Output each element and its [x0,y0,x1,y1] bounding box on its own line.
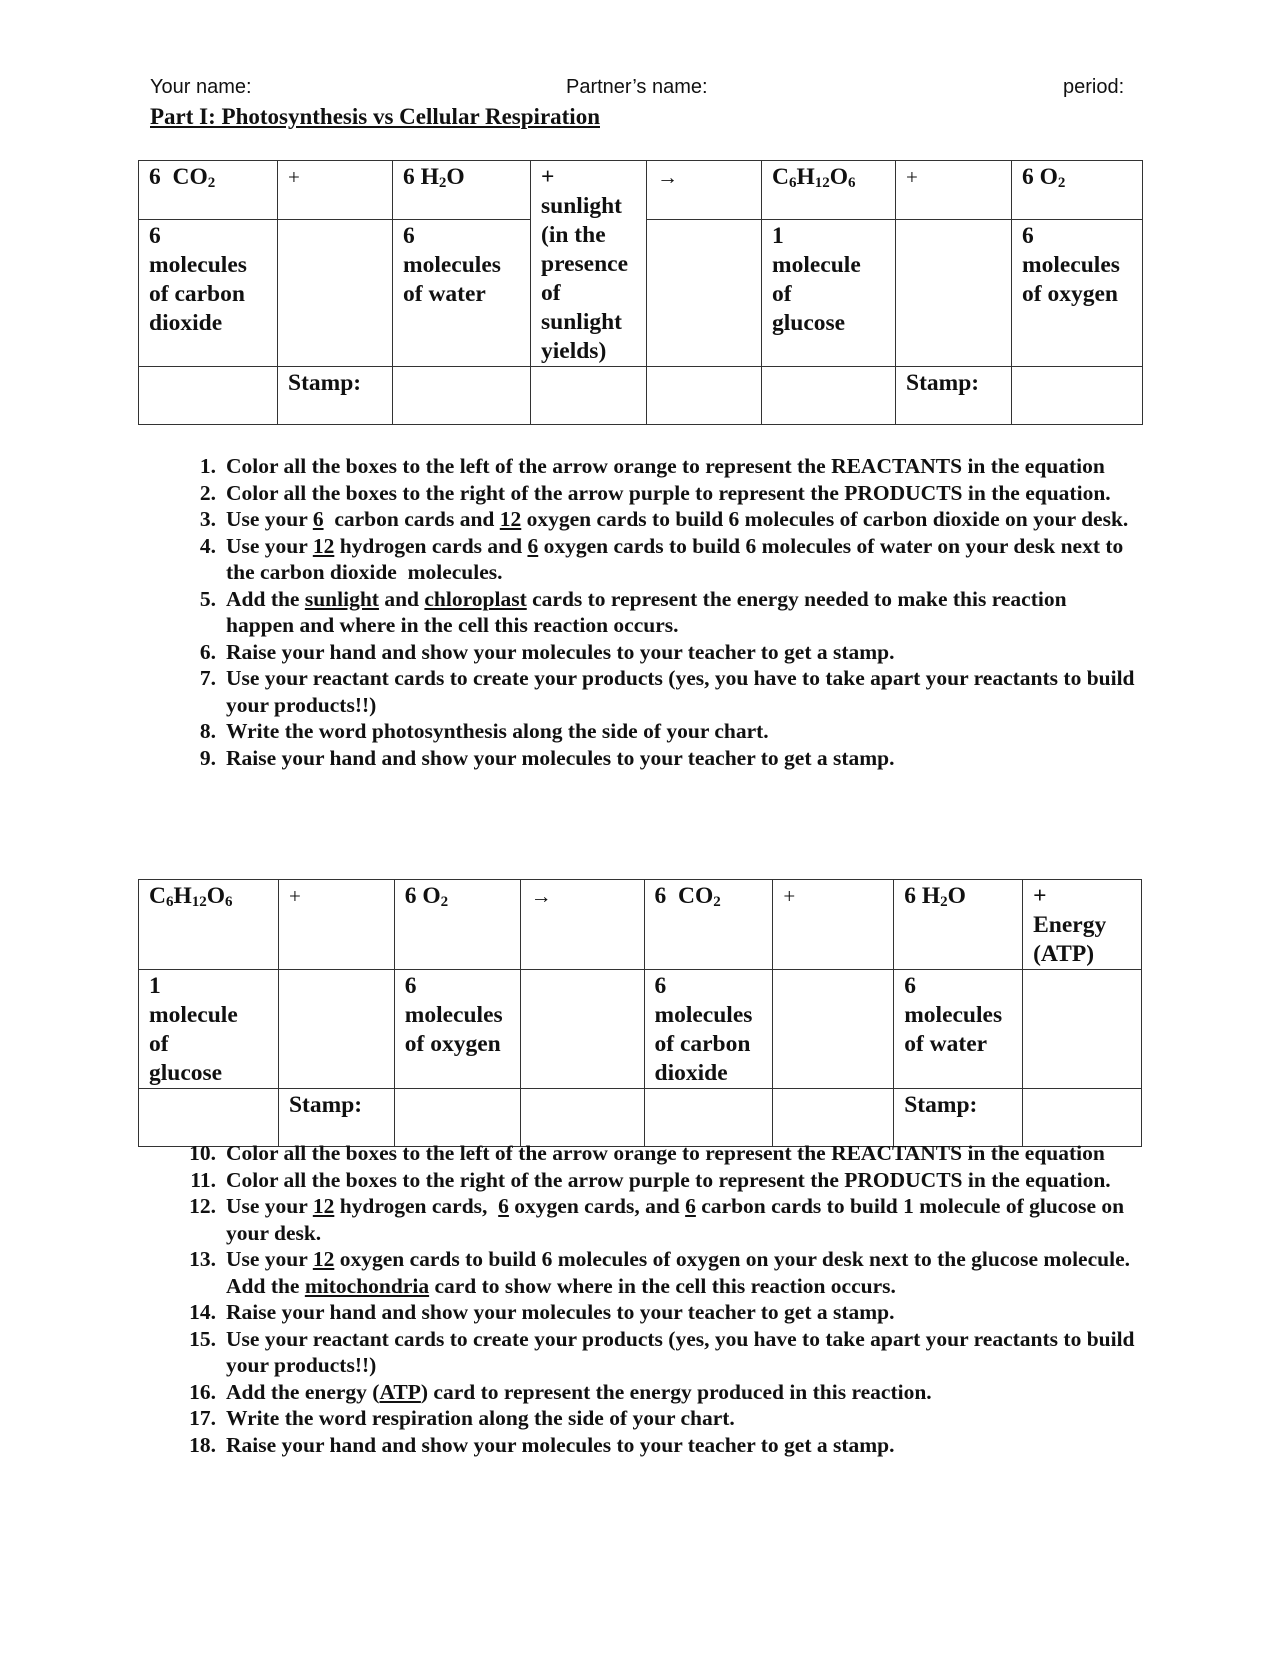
cell-water [393,161,531,220]
instruction-step [150,1432,1140,1459]
instruction-step [150,665,1140,718]
stamp-empty [520,1089,644,1147]
cell-oxygen [1012,161,1143,220]
stamp-empty [531,367,647,425]
cell-carbon-dioxide [644,880,773,970]
instruction-step [150,1405,1140,1432]
stamp-label: Stamp: [278,367,393,425]
subscript: 12 [191,894,207,910]
step-number: 17. [189,1406,216,1430]
instruction-step [150,1326,1140,1379]
cell-energy-atp: + Energy (ATP) [1023,880,1142,970]
desc-empty [278,219,393,366]
step-text: Use your [226,1247,313,1271]
step-text: hydrogen cards and [334,533,528,558]
underlined-text: 6 [527,533,539,558]
step-text: Raise your hand and show your molecules to your teacher to get a stamp. [226,639,895,664]
element-symbol: O [947,883,966,909]
description-row [139,970,1142,1089]
instruction-step [150,1167,1140,1194]
step-number: 3. [199,507,216,531]
step-text: Write the word respiration along the side of your chart. [226,1406,735,1430]
sunlight-desc: (in the presence of sunlight yields) [541,222,629,364]
coefficient: 6 [404,883,423,909]
stamp-empty [1023,1089,1142,1147]
instruction-step [150,718,1140,745]
desc-empty [647,219,762,366]
stamp-empty [762,367,896,425]
underlined-text: 12 [312,1194,335,1218]
step-text: hydrogen cards, [334,1194,499,1218]
underlined-text: 12 [499,507,522,531]
period-label: period: [1063,76,1125,98]
stamp-label: Stamp: [278,1089,394,1147]
desc-oxygen: 6 molecules of oxygen [1012,219,1143,366]
cell-sunlight [531,161,647,367]
step-text: Color all the boxes to the right of the arrow purple to represent the PRODUCTS in the equation. [226,480,1111,505]
step-text: Raise your hand and show your molecules to your teacher to get a stamp. [226,745,895,770]
subscript: 6 [788,175,797,191]
step-text: oxygen cards to build 6 molecules of water on your desk next to the carbon dioxide molecules. [226,533,1129,584]
element-symbol: O [422,883,441,909]
coefficient: 6 [654,883,678,909]
cell-plus: + [896,161,1012,220]
underlined-text: chloroplast [424,586,527,611]
step-number: 13. [189,1247,216,1271]
stamp-empty [773,1089,894,1147]
sunlight-label: + sunlight [541,164,622,219]
step-text: carbon cards and [323,507,500,531]
instruction-step [150,453,1140,480]
element-symbol: O [829,164,849,190]
step-number: 7. [199,666,216,690]
formula-row [139,161,1143,220]
element-symbol: O [446,164,465,190]
respiration-steps [150,1140,1140,1458]
instruction-step [150,533,1140,586]
coefficient: 6 [403,164,421,190]
cell-plus: + [278,161,393,220]
step-number: 18. [189,1432,216,1457]
your-name-label: Your name: [150,76,252,98]
step-number: 15. [189,1326,216,1351]
step-number: 5. [199,586,216,611]
step-number: 4. [199,533,216,558]
underlined-text: mitochondria [304,1273,430,1298]
step-number: 12. [189,1194,216,1218]
step-text: Raise your hand and show your molecules to your teacher to get a stamp. [226,1432,895,1457]
desc-water: 6 molecules of water [393,219,531,366]
step-text: Color all the boxes to the right of the arrow purple to represent the PRODUCTS in the equation. [226,1167,1111,1192]
stamp-empty [644,1089,773,1147]
desc-water: 6 molecules of water [894,970,1023,1089]
step-text: Use your [226,533,313,558]
instruction-step [150,1140,1140,1167]
step-text: Raise your hand and show your molecules to your teacher to get a stamp. [226,1300,895,1324]
element-symbol: H [173,883,192,909]
underlined-text: 6 [685,1194,696,1218]
stamp-empty [1012,367,1143,425]
element-symbol: C [149,883,166,909]
desc-empty [520,970,644,1089]
stamp-empty [393,367,531,425]
subscript: 2 [940,894,948,910]
instruction-step [150,639,1140,666]
step-number: 8. [199,719,216,743]
step-text: card to show where in the cell this reaction occurs. [429,1273,896,1298]
cell-plus: + [278,880,394,970]
stamp-row [139,367,1143,425]
subscript: 2 [713,894,721,910]
subscript: 6 [165,894,174,910]
step-text: ) card to represent the energy produced in this reaction. [420,1379,932,1404]
subscript: 6 [225,894,233,910]
element-symbol: O [206,883,226,909]
element-symbol: C [772,164,789,190]
cell-arrow: → [647,161,762,220]
instruction-step [150,745,1140,772]
element-symbol: H [420,164,439,190]
coefficient: 6 [149,164,173,190]
step-text: oxygen cards, and [508,1194,686,1218]
cell-glucose [139,880,279,970]
partner-name-label: Partner’s name: [566,76,708,98]
step-text: and [378,586,425,611]
formula-row [139,880,1142,970]
stamp-row [139,1089,1142,1147]
cell-oxygen [394,880,520,970]
stamp-label: Stamp: [894,1089,1023,1147]
stamp-empty [647,367,762,425]
coefficient: 6 [1022,164,1040,190]
step-number: 10. [189,1141,216,1165]
instruction-step [150,1246,1140,1299]
subscript: 6 [848,175,856,191]
desc-empty [896,219,1012,366]
photosynthesis-steps [150,453,1140,771]
desc-carbon-dioxide: 6 molecules of carbon dioxide [644,970,773,1089]
element-symbol: CO [678,883,714,909]
desc-glucose: 1 molecule of glucose [139,970,279,1089]
underlined-text: 6 [498,1194,509,1218]
step-number: 9. [199,745,216,770]
step-text: Use your reactant cards to create your products (yes, you have to take apart your reactants to build your products!!) [226,666,1140,717]
instruction-step [150,1379,1140,1406]
subscript: 2 [207,175,216,191]
step-text: Color all the boxes to the left of the arrow orange to represent the REACTANTS in the equation [226,454,1105,478]
underlined-text: sunlight [304,586,379,611]
desc-carbon-dioxide: 6 molecules of carbon dioxide [139,219,278,366]
instruction-step [150,506,1140,533]
stamp-label: Stamp: [896,367,1012,425]
step-number: 6. [199,639,216,664]
step-text: oxygen cards to build 6 molecules of oxygen on your desk next to the glucose molecule. Add the [226,1247,1140,1298]
step-number: 16. [189,1379,216,1404]
respiration-table [138,879,1142,1147]
element-symbol: H [796,164,815,190]
step-number: 14. [189,1300,216,1324]
instruction-step [150,586,1140,639]
step-text: carbon cards to build 1 molecule of glucose on your desk. [226,1194,1130,1245]
underlined-text: 12 [312,533,335,558]
desc-glucose: 1 molecule of glucose [762,219,896,366]
step-text: Color all the boxes to the left of the arrow orange to represent the REACTANTS in the equation [226,1141,1105,1165]
page-title: Part I: Photosynthesis vs Cellular Respiration [150,104,600,129]
step-text: Use your reactant cards to create your products (yes, you have to take apart your reactants to build your products!!) [226,1326,1140,1377]
coefficient: 6 [904,883,922,909]
instruction-step [150,1193,1140,1246]
instruction-step [150,480,1140,507]
underlined-text: 12 [312,1247,335,1271]
step-number: 2. [199,480,216,505]
element-symbol: H [921,883,941,909]
step-text: Add the energy ( [226,1379,380,1404]
subscript: 12 [814,175,830,191]
step-number: 1. [199,454,216,478]
step-text: Add the [226,586,305,611]
stamp-empty [394,1089,520,1147]
instruction-step [150,1299,1140,1326]
element-symbol: O [1039,164,1058,190]
step-number: 11. [190,1167,216,1192]
cell-plus: + [773,880,894,970]
stamp-empty [139,367,278,425]
desc-empty [773,970,894,1089]
desc-oxygen: 6 molecules of oxygen [394,970,520,1089]
cell-water [894,880,1023,970]
underlined-text: ATP [379,1379,421,1404]
subscript: 2 [440,894,449,910]
cell-arrow: → [520,880,644,970]
cell-glucose [762,161,896,220]
step-text: Use your [226,1194,313,1218]
step-text: oxygen cards to build 6 molecules of carbon dioxide on your desk. [521,507,1129,531]
subscript: 2 [1057,175,1066,191]
desc-empty [1023,970,1142,1089]
underlined-text: 6 [312,507,324,531]
element-symbol: CO [172,164,208,190]
desc-empty [278,970,394,1089]
step-text: cards to represent the energy needed to make this reaction happen and where in the cell this reaction occurs. [226,586,1072,637]
step-text: Write the word photosynthesis along the side of your chart. [226,719,769,743]
step-text: Use your [226,507,313,531]
photosynthesis-table [138,160,1143,425]
subscript: 2 [438,175,447,191]
cell-carbon-dioxide [139,161,278,220]
stamp-empty [139,1089,279,1147]
